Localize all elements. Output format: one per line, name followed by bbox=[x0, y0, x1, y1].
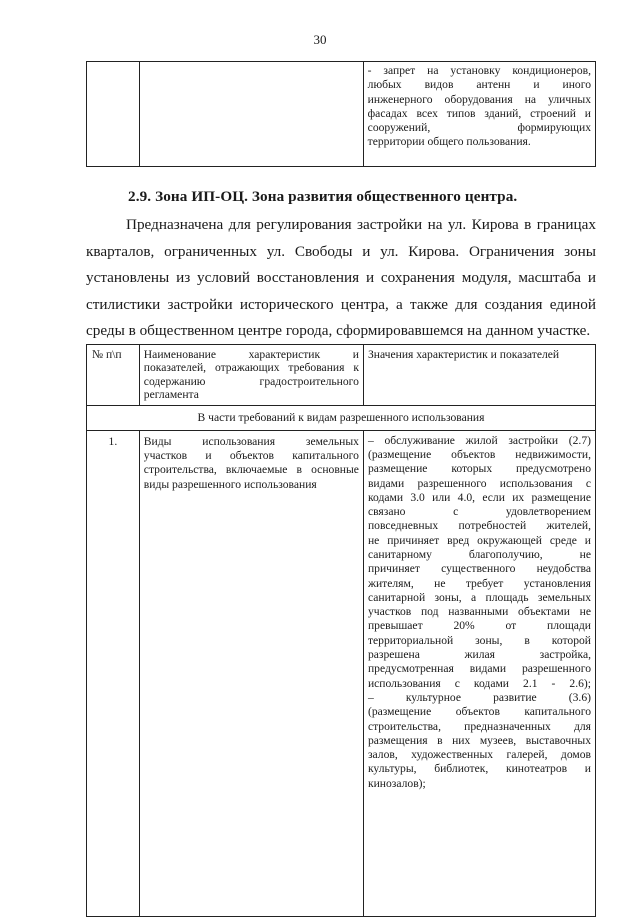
text-line: территориальной зоны, в которой bbox=[367, 633, 591, 647]
paragraph-line: кварталов, ограниченных ул. Свободы и ул. Кирова. Ограничения зоны bbox=[86, 242, 596, 260]
text-line: кинозалов); bbox=[367, 776, 426, 790]
text-line: фасадах всех типов зданий, строений и bbox=[367, 106, 591, 120]
row-name-cell bbox=[139, 430, 363, 916]
text-line: Наименование характеристик и bbox=[143, 348, 359, 361]
text-line: санитарной зоны, а площадь земельных bbox=[367, 590, 591, 604]
section-heading: 2.9. Зона ИП-ОЦ. Зона развития общественного центра. bbox=[128, 188, 518, 205]
table-cell-num bbox=[87, 62, 140, 167]
text-line: видами разрешенного использования с bbox=[367, 476, 591, 490]
continued-table bbox=[86, 61, 596, 167]
paragraph-line: Предназначена для регулирования застройки на ул. Кирова в границах bbox=[126, 216, 596, 233]
text-line: (размещение объектов недвижимости, bbox=[367, 447, 591, 461]
text-line: связано с удовлетворением bbox=[367, 505, 591, 519]
text-line: залов, художественных галерей, домов bbox=[367, 748, 591, 762]
text-line: любых видов антенн и иного bbox=[367, 78, 591, 92]
header-values-cell bbox=[363, 345, 595, 406]
text-line: содержанию градостроительного bbox=[143, 374, 359, 388]
text-line: причиняет существенного неудобства bbox=[367, 562, 591, 576]
row-num: 1. bbox=[108, 434, 118, 448]
table-header-row bbox=[87, 345, 596, 406]
table-subheader-row bbox=[87, 405, 596, 430]
page-number: 30 bbox=[313, 32, 327, 47]
text-line: участков под названными объектами не bbox=[367, 605, 591, 619]
row-name bbox=[140, 431, 363, 494]
paragraph-line: среды в общественном центре города, сформировавшемся на данном участке. bbox=[86, 322, 591, 339]
text-line: превышает 20% от площади bbox=[367, 619, 591, 633]
text-line: показателей, отражающих требования к bbox=[143, 361, 359, 375]
text-line: сооружений, формирующих bbox=[367, 121, 591, 135]
subheader-text: В части требований к видам разрешенного использования bbox=[197, 410, 485, 424]
row-values bbox=[364, 431, 595, 793]
text-line: санитарному благополучию, не bbox=[367, 548, 591, 561]
table-row bbox=[87, 430, 596, 916]
text-line: размещения в них музеев, выставочных bbox=[367, 733, 591, 747]
text-line: использования с кодами 2.1 - 2.6); bbox=[367, 676, 591, 690]
text-line: размещение которых предусмотрено bbox=[367, 462, 591, 476]
text-line: – культурное развитие (3.6) bbox=[367, 690, 591, 704]
table-cell-name bbox=[139, 62, 363, 167]
text-line: (размещение объектов капитального bbox=[367, 705, 591, 719]
row-values-cell bbox=[363, 430, 595, 916]
text-line: разрешена жилая застройка, bbox=[367, 648, 591, 662]
text-line: участков и объектов капитального bbox=[143, 448, 359, 462]
text-line: инженерного оборудования на уличных bbox=[367, 92, 591, 106]
restriction-text bbox=[364, 62, 595, 152]
header-values: Значения характеристик и показателей bbox=[367, 348, 560, 361]
text-line: не причиняет вред окружающей среде и bbox=[367, 533, 591, 547]
header-name-cell bbox=[139, 345, 363, 406]
text-line: виды разрешенного использования bbox=[143, 477, 317, 491]
text-line: строительства, включаемые в основные bbox=[143, 463, 359, 477]
text-line: культуры, библиотек, кинотеатров и bbox=[367, 762, 591, 776]
text-line: – обслуживание жилой застройки (2.7) bbox=[367, 433, 591, 447]
header-num: № п\п bbox=[92, 348, 122, 361]
header-num-cell bbox=[87, 345, 140, 406]
zone-requirements-table bbox=[86, 344, 596, 917]
text-line: регламента bbox=[143, 388, 199, 402]
text-line: территории общего пользования. bbox=[367, 135, 531, 149]
text-line: жителям, не требует установления bbox=[367, 576, 591, 590]
text-line: повседневных потребностей жителей, bbox=[367, 519, 591, 533]
paragraph-line: установлены из условий восстановления и сохранения модуля, масштаба и bbox=[86, 269, 596, 286]
table-cell-values bbox=[363, 62, 595, 167]
text-line: кодами 3.0 или 4.0, если их размещение bbox=[367, 490, 591, 504]
table-row bbox=[87, 62, 596, 167]
paragraph-line: стилистики застройки исторического центра, а также для создания единой bbox=[86, 295, 596, 313]
header-name bbox=[140, 345, 363, 405]
text-line: Виды использования земельных bbox=[143, 434, 359, 448]
text-line: - запрет на установку кондиционеров, bbox=[367, 64, 591, 77]
text-line: предусмотренная видами разрешенного bbox=[367, 662, 591, 676]
text-line: строительства, предназначенных для bbox=[367, 719, 591, 733]
row-num-cell bbox=[87, 430, 140, 916]
subheader-cell bbox=[87, 405, 596, 430]
